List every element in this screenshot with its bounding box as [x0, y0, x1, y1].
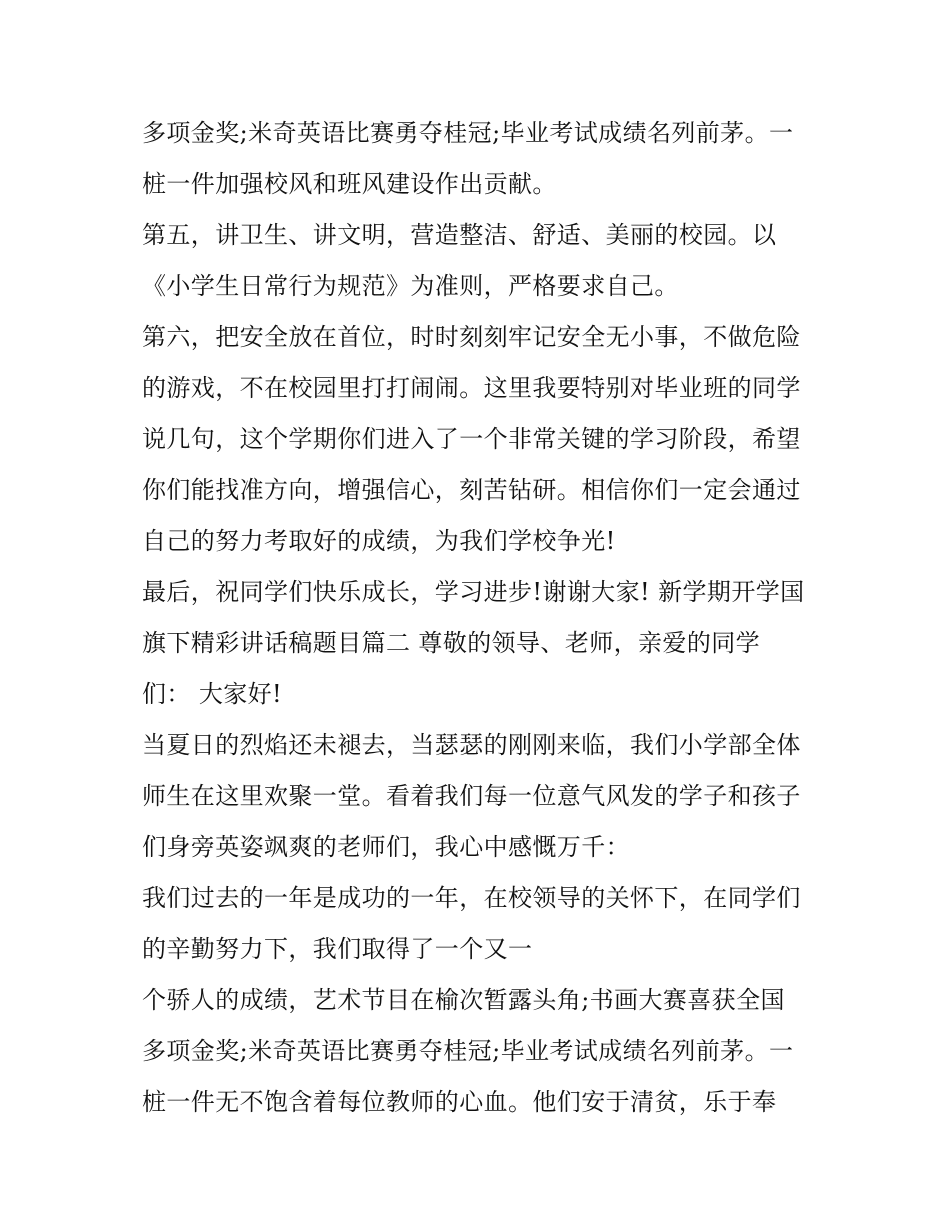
text-line: 的游戏，不在校园里打打闹闹。这里我要特别对毕业班的同学: [142, 374, 801, 402]
text-line: 当夏日的烈焰还未褪去，当瑟瑟的刚刚来临，我们小学部全体: [142, 731, 801, 759]
text-line: 多项金奖;米奇英语比赛勇夺桂冠;毕业考试成绩名列前茅。一: [142, 119, 794, 147]
text-line: 自己的努力考取好的成绩，为我们学校争光!: [142, 527, 616, 555]
text-line: 多项金奖;米奇英语比赛勇夺桂冠;毕业考试成绩名列前茅。一: [142, 1037, 794, 1065]
text-line: 第六，把安全放在首位，时时刻刻牢记安全无小事，不做危险: [142, 323, 801, 351]
text-line: 桩一件无不饱含着每位教师的心血。他们安于清贫，乐于奉: [142, 1088, 777, 1116]
text-line: 们： 大家好!: [142, 680, 283, 708]
text-line: 桩一件加强校风和班风建设作出贡献。: [142, 170, 557, 198]
text-line: 旗下精彩讲话稿题目篇二 尊敬的领导、老师，亲爱的同学: [142, 629, 761, 657]
text-line: 你们能找准方向，增强信心，刻苦钻研。相信你们一定会通过: [142, 476, 801, 504]
text-line: 个骄人的成绩，艺术节目在榆次暂露头角;书画大赛喜获全国: [142, 986, 785, 1014]
text-line: 我们过去的一年是成功的一年，在校领导的关怀下，在同学们: [142, 884, 801, 912]
text-line: 第五，讲卫生、讲文明，营造整洁、舒适、美丽的校园。以: [142, 221, 777, 249]
text-line: 最后，祝同学们快乐成长，学习进步!谢谢大家! 新学期开学国: [142, 578, 805, 606]
text-line: 们身旁英姿飒爽的老师们，我心中感慨万千：: [142, 833, 630, 861]
text-line: 的辛勤努力下，我们取得了一个又一: [142, 935, 533, 963]
text-line: 师生在这里欢聚一堂。看着我们每一位意气风发的学子和孩子: [142, 782, 801, 810]
text-line: 说几句，这个学期你们进入了一个非常关键的学习阶段，希望: [142, 425, 801, 453]
text-line: 《小学生日常行为规范》为准则，严格要求自己。: [142, 272, 679, 300]
document-body: [142, 108, 832, 1128]
